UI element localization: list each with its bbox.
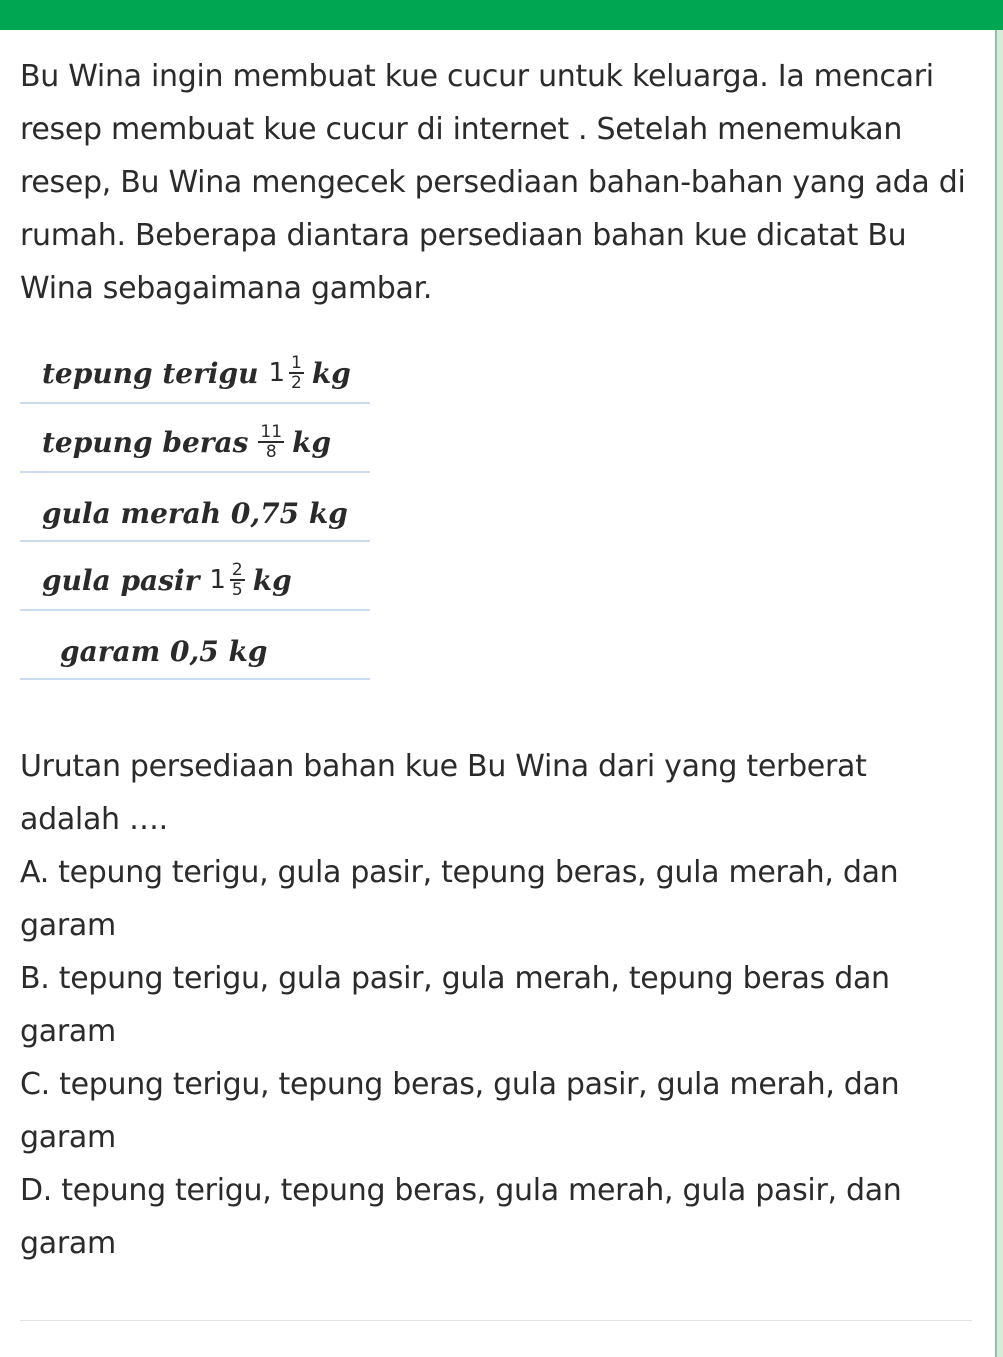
- note-line-5: [20, 611, 370, 680]
- fraction-numerator: 1: [291, 353, 302, 373]
- option-a[interactable]: A. tepung terigu, gula pasir, tepung beras, gula merah, dan garam: [20, 855, 899, 943]
- ingredient-entry: garam 0,5 kg: [60, 635, 268, 668]
- fraction-denominator: 8: [265, 442, 277, 462]
- option-d[interactable]: D. tepung terigu, tepung beras, gula merah, gula pasir, dan garam: [20, 1173, 902, 1261]
- right-scroll-edge: [995, 30, 1003, 1357]
- unit: kg: [292, 425, 332, 459]
- question-text: Urutan persediaan bahan kue Bu Wina dari yang terberat adalah ….: [20, 749, 867, 837]
- note-line-3: [20, 473, 370, 542]
- ingredient-entry: gula merah 0,75 kg: [42, 497, 348, 530]
- fraction: [289, 354, 304, 392]
- ingredient-name: tepung beras: [42, 425, 249, 459]
- unit: kg: [252, 563, 292, 597]
- intro-text: Bu Wina ingin membuat kue cucur untuk keluarga. Ia mencari resep membuat kue cucur di internet . Setelah menemukan resep, Bu Wina mengecek persediaan bahan-bahan yang ada di rumah. Beberapa diantara persediaan bahan kue dicatat Bu Wina sebagaimana gambar.: [20, 59, 966, 306]
- fraction-denominator: 5: [231, 580, 243, 600]
- fraction: [258, 423, 284, 461]
- fraction-denominator: 2: [291, 373, 302, 393]
- mixed-whole: 1: [209, 565, 226, 595]
- note-line-1: [20, 335, 370, 404]
- note-line-2: [20, 404, 370, 473]
- unit: kg: [311, 356, 351, 390]
- option-c[interactable]: C. tepung terigu, tepung beras, gula pasir, gula merah, dan garam: [20, 1067, 900, 1155]
- ingredient-name: gula pasir: [42, 563, 200, 597]
- fraction-numerator: 11: [260, 422, 283, 442]
- option-b[interactable]: B. tepung terigu, gula pasir, gula merah, tepung beras dan garam: [20, 961, 890, 1049]
- mixed-whole: 1: [268, 358, 285, 388]
- fraction: [230, 561, 245, 599]
- ingredient-notebook: [20, 335, 370, 680]
- ingredient-name: tepung terigu: [42, 356, 259, 390]
- question-card: [20, 50, 975, 1270]
- fraction-numerator: 2: [231, 560, 243, 580]
- top-accent-bar: [0, 0, 1003, 30]
- note-line-4: [20, 542, 370, 611]
- bottom-divider: [20, 1320, 972, 1321]
